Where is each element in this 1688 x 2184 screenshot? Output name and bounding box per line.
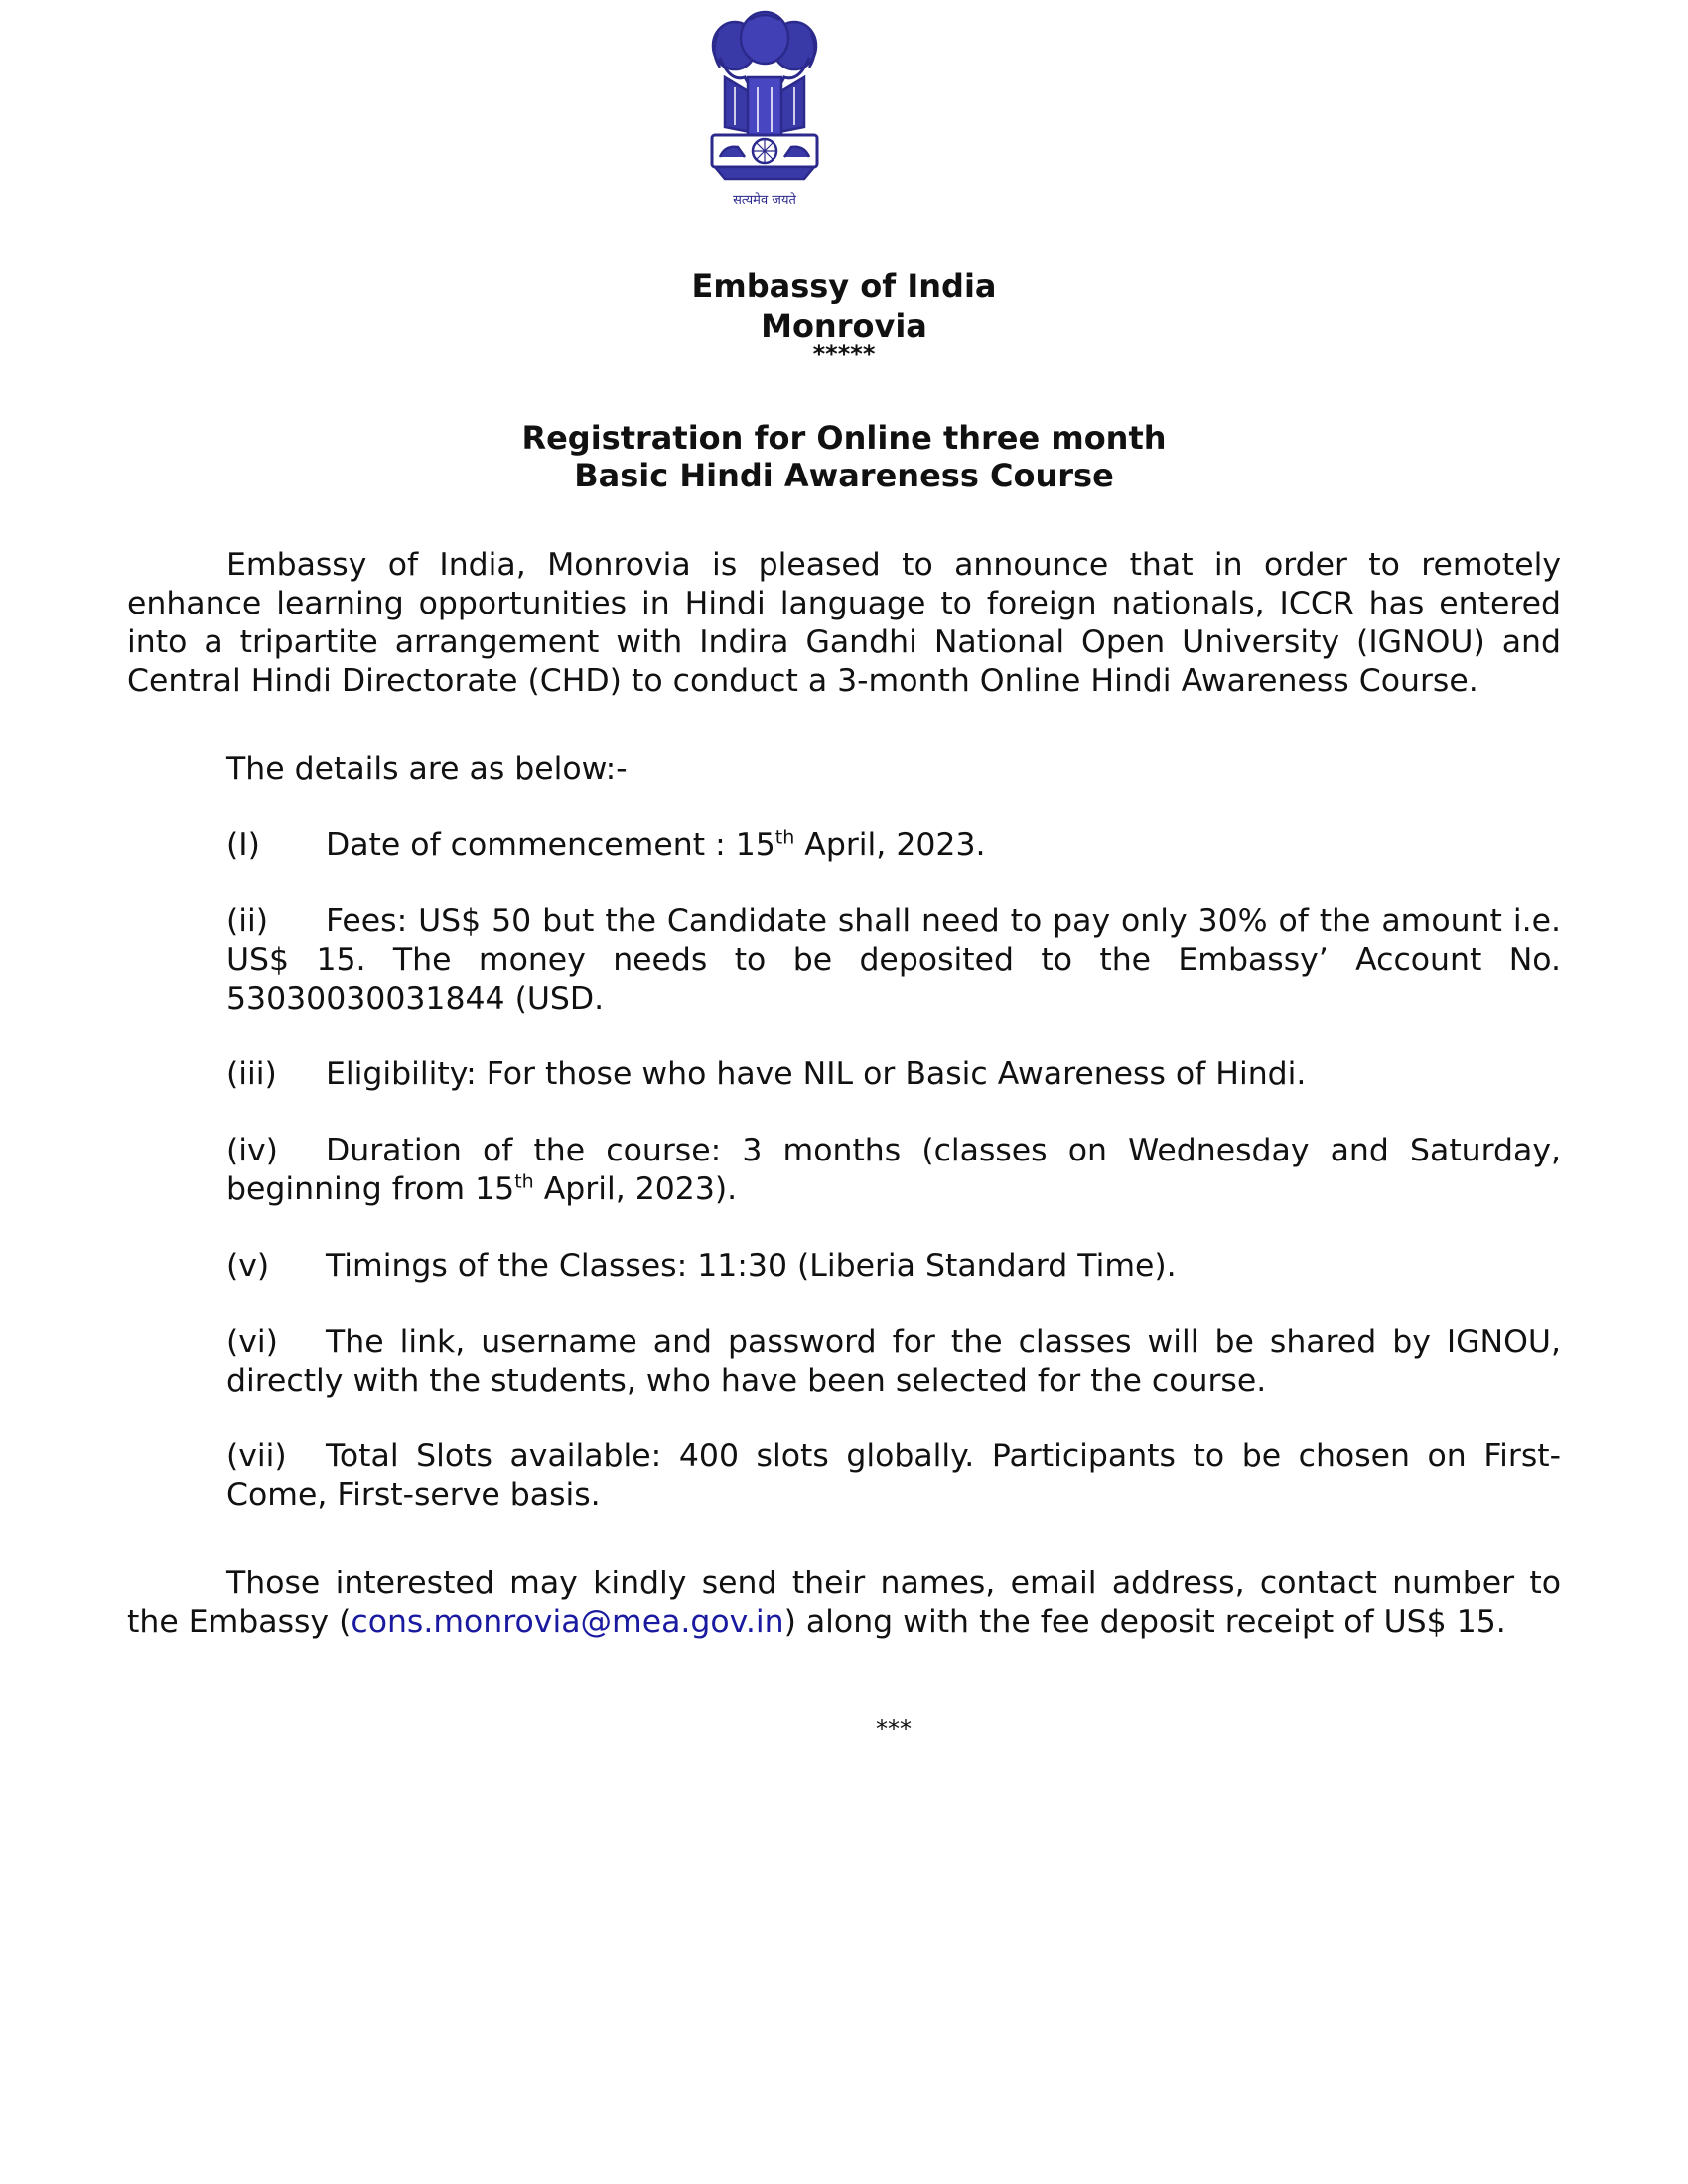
item-number: (vi) [226, 1324, 278, 1360]
item-number: (iv) [226, 1133, 278, 1168]
detail-item-5 [226, 1247, 1561, 1286]
detail-item-6 [226, 1323, 1561, 1401]
end-stars: *** [876, 1715, 912, 1743]
detail-item-1 [226, 826, 1561, 865]
item-number: (ii) [226, 903, 269, 939]
details-lead: The details are as below:- [226, 751, 628, 787]
item-text: Duration of the course: 3 months (classes on Wednesday and Saturday, beginning from 15 [226, 1133, 1561, 1207]
item-text-end: April, 2023. [794, 827, 986, 863]
embassy-heading [0, 266, 1688, 345]
item-sup: th [514, 1170, 534, 1193]
detail-item-7 [226, 1437, 1561, 1515]
national-emblem [690, 8, 839, 211]
title-line-1: Registration for Online three month [521, 419, 1167, 457]
embassy-city: Monrovia [761, 307, 927, 344]
item-number: (v) [226, 1248, 270, 1284]
document-title [0, 419, 1688, 494]
item-text-end: April, 2023). [533, 1171, 738, 1207]
item-text: Eligibility: For those who have NIL or Basic Awareness of Hindi. [326, 1056, 1307, 1092]
closing-text: Those interested may kindly send their names, email address, contact number to the Embassy ( [127, 1566, 1561, 1640]
header-stars: ***** [812, 341, 876, 368]
item-number: (vii) [226, 1438, 287, 1474]
closing-paragraph [127, 1565, 1561, 1642]
item-text: Total Slots available: 400 slots globally. Participants to be chosen on First-Come, First-serve basis. [226, 1438, 1561, 1513]
title-line-2: Basic Hindi Awareness Course [574, 457, 1114, 494]
item-number: (iii) [226, 1056, 277, 1092]
national-emblem-icon [690, 8, 839, 211]
closing-text-end: ) along with the fee deposit receipt of US$ 15. [783, 1604, 1506, 1640]
embassy-name: Embassy of India [691, 267, 997, 305]
contact-email-link[interactable]: cons.monrovia@mea.gov.in [351, 1604, 784, 1640]
item-sup: th [774, 826, 795, 849]
detail-item-4 [226, 1132, 1561, 1209]
intro-paragraph: Embassy of India, Monrovia is pleased to announce that in order to remotely enhance learning opportunities in Hindi language to foreign nationals, ICCR has entered into a tripartite arrangement with Indira Gandhi National Open University (IGNOU) and Central Hindi Directorate (CHD) to conduct a 3-month Online Hindi Awareness Course. [127, 547, 1561, 699]
item-text: Date of commencement : 15 [326, 827, 775, 863]
item-text: Fees: US$ 50 but the Candidate shall need to pay only 30% of the amount i.e. US$ 15. The money needs to be deposited to the Embassy’ Account No. 53030030031844 (USD. [226, 903, 1561, 1017]
item-number: (I) [226, 827, 260, 863]
item-text: The link, username and password for the classes will be shared by IGNOU, directly with the students, who have been selected for the course. [226, 1324, 1561, 1399]
detail-item-3 [226, 1055, 1561, 1094]
item-text: Timings of the Classes: 11:30 (Liberia Standard Time). [326, 1248, 1177, 1284]
svg-text:सत्यमेव जयते: सत्यमेव जयते [733, 193, 796, 207]
detail-item-2 [226, 902, 1561, 1019]
